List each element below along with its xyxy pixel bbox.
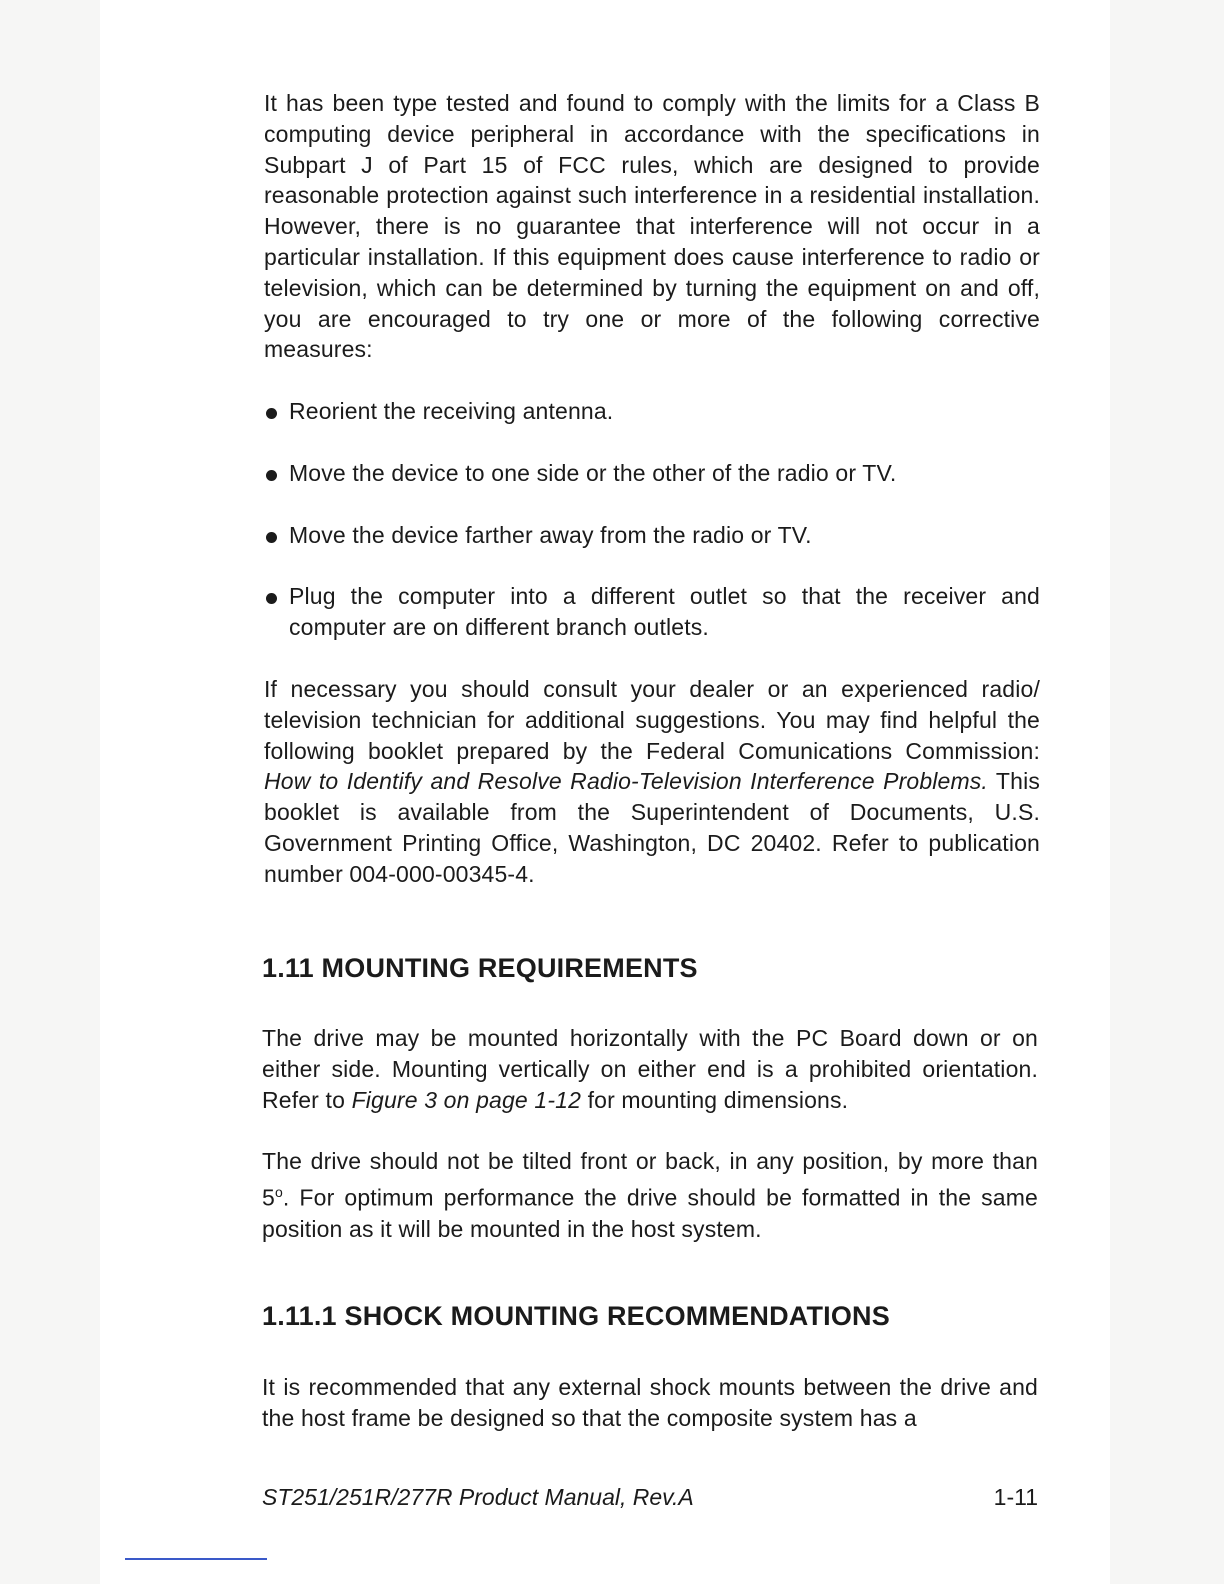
mounting-orientation-paragraph: [262, 1023, 1038, 1115]
list-item-text: Reorient the receiving antenna.: [289, 398, 614, 424]
consult-paragraph: [264, 674, 1040, 890]
list-item: [264, 396, 1040, 427]
bullet-icon: [266, 593, 277, 604]
list-item-text: Move the device to one side or the other of the radio or TV.: [289, 459, 897, 486]
shock-section: [262, 1372, 1038, 1434]
manual-title: ST251/251R/277R Product Manual, Rev.A: [262, 1484, 694, 1510]
bullet-icon: [266, 470, 277, 481]
figure-reference-link: Figure 3 on page 1-12: [351, 1086, 582, 1113]
mounting-section: [262, 1023, 1038, 1244]
shock-mounting-heading: 1.11.1 SHOCK MOUNTING RECOMMENDATIONS: [262, 1301, 890, 1331]
mounting-p2-text-after: . For optimum performance the drive should be formatted in the same position as it will be mounted in the host system.: [262, 1184, 1038, 1242]
list-item: [264, 520, 1040, 551]
mounting-p1-text: The drive may be mounted horizontally with the PC Board down or on either side. Mounting vertically on either end is a prohibited orientation. Refer to: [262, 1025, 1038, 1113]
page-number: 1-11: [993, 1484, 1038, 1510]
booklet-title: How to Identify and Resolve Radio-Television Interference Problems.: [264, 768, 988, 795]
bullet-icon: [266, 408, 277, 419]
mounting-p2-text: The drive should not be tilted front or back, in any position, by more than 5: [262, 1148, 1038, 1211]
degree-symbol: o: [274, 1184, 283, 1201]
mounting-tilt-paragraph: [262, 1146, 1038, 1244]
consult-section: [264, 674, 1040, 890]
mounting-requirements-heading: 1.11 MOUNTING REQUIREMENTS: [262, 953, 698, 983]
intro-section: [264, 88, 1040, 365]
list-item-text: Plug the computer into a different outlet so that the receiver and computer are on different branch outlets.: [289, 583, 1040, 641]
list-item: [264, 458, 1040, 489]
page-footer: [262, 1484, 1038, 1511]
corrective-measures-list: [264, 396, 1040, 643]
bullet-icon: [266, 532, 277, 543]
fcc-compliance-paragraph: It has been type tested and found to comply with the limits for a Class B computing device peripheral in accordance with the specifications in Subpart J of Part 15 of FCC rules, which are designed to provide reasonable protection against such interference in a residential installation. However, there is no guarantee that interference will not occur in a particular installation. If this equipment does cause interference to radio or television, which can be determined by turning the equipment on and off, you are encouraged to try one or more of the following corrective measures:: [264, 90, 1040, 363]
consult-text-before: If necessary you should consult your dealer or an experienced radio/ television technician for additional suggestions. You may find helpful the following booklet prepared by the Federal Comunications Commission:: [264, 676, 1040, 764]
list-item: [264, 581, 1040, 643]
list-item-text: Move the device farther away from the radio or TV.: [289, 521, 812, 548]
consult-text-after: This booklet is available from the Superintendent of Documents, U.S. Government Printing Office, Washington, DC 20402. Refer to publication number 004-000-00345-4.: [264, 768, 1040, 887]
mounting-p1-text-after: for mounting dimensions.: [581, 1086, 849, 1113]
shock-mounting-paragraph: It is recommended that any external shock mounts between the drive and the host frame be designed so that the composite system has a: [262, 1374, 1038, 1431]
bottom-rule: [125, 1558, 267, 1560]
